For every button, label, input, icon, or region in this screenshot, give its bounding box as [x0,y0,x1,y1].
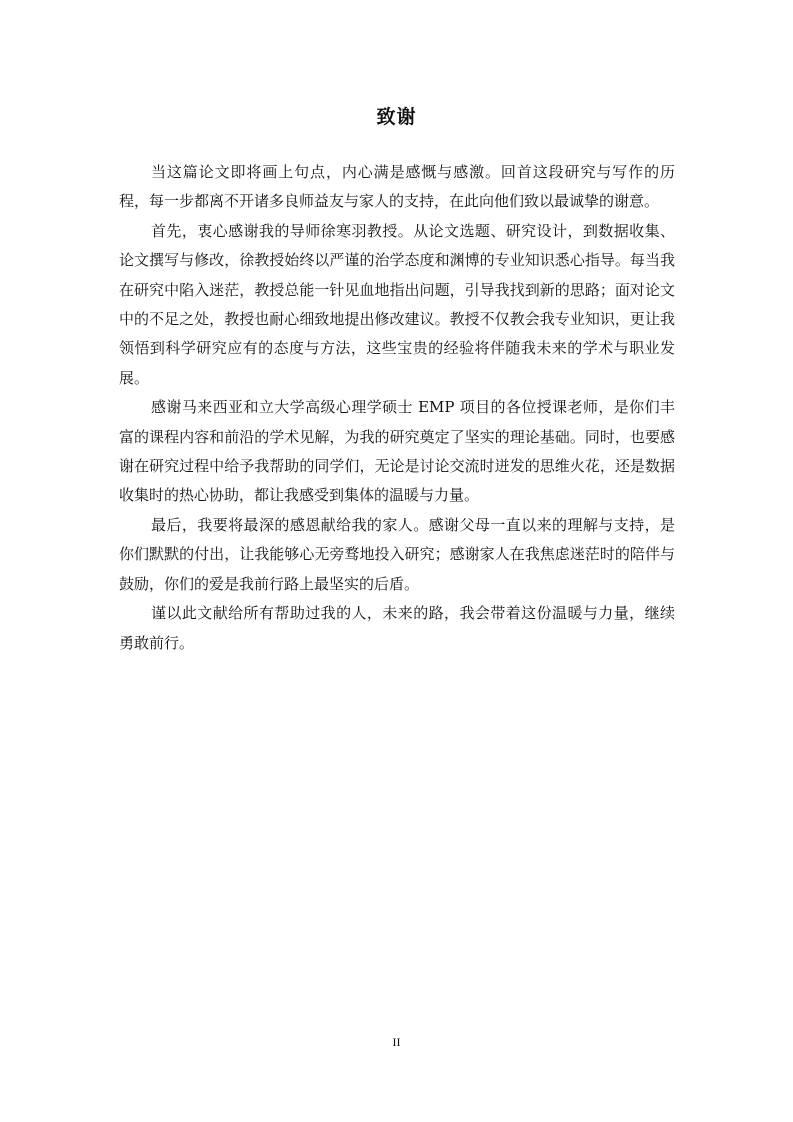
page-number: II [392,1035,401,1049]
acknowledgement-body [119,158,675,658]
paragraph-3: 感谢马来西亚和立大学高级心理学硕士 EMP 项目的各位授课老师，是你们丰富的课程内容和前沿的学术见解，为我的研究奠定了坚实的理论基础。同时，也要感谢在研究过程中给予我帮助的同学们，无论是讨论交流时迸发的思维火花，还是数据收集时的热心协助，都让我感受到集体的温暖与力量。 [119,398,675,505]
paragraph-1: 当这篇论文即将画上句点，内心满是感慨与感激。回首这段研究与写作的历程，每一步都离不开诸多良师益友与家人的支持，在此向他们致以最诚挚的谢意。 [119,163,675,211]
page-title: 致谢 [376,106,417,128]
paragraph-4: 最后，我要将最深的感恩献给我的家人。感谢父母一直以来的理解与支持，是你们默默的付出，让我能够心无旁骛地投入研究；感谢家人在我焦虑迷茫时的陪伴与鼓励，你们的爱是我前行路上最坚实的后盾。 [119,515,675,593]
paragraph-2: 首先，衷心感谢我的导师徐寒羽教授。从论文选题、研究设计，到数据收集、论文撰写与修改，徐教授始终以严谨的治学态度和渊博的专业知识悉心指导。每当我在研究中陷入迷茫，教授总能一针见血地指出问题，引导我找到新的思路；面对论文中的不足之处，教授也耐心细致地提出修改建议。教授不仅教会我专业知识，更让我领悟到科学研究应有的态度与方法，这些宝贵的经验将伴随我未来的学术与职业发展。 [119,221,675,387]
paragraph-5: 谨以此文献给所有帮助过我的人，未来的路，我会带着这份温暖与力量，继续勇敢前行。 [119,604,675,652]
